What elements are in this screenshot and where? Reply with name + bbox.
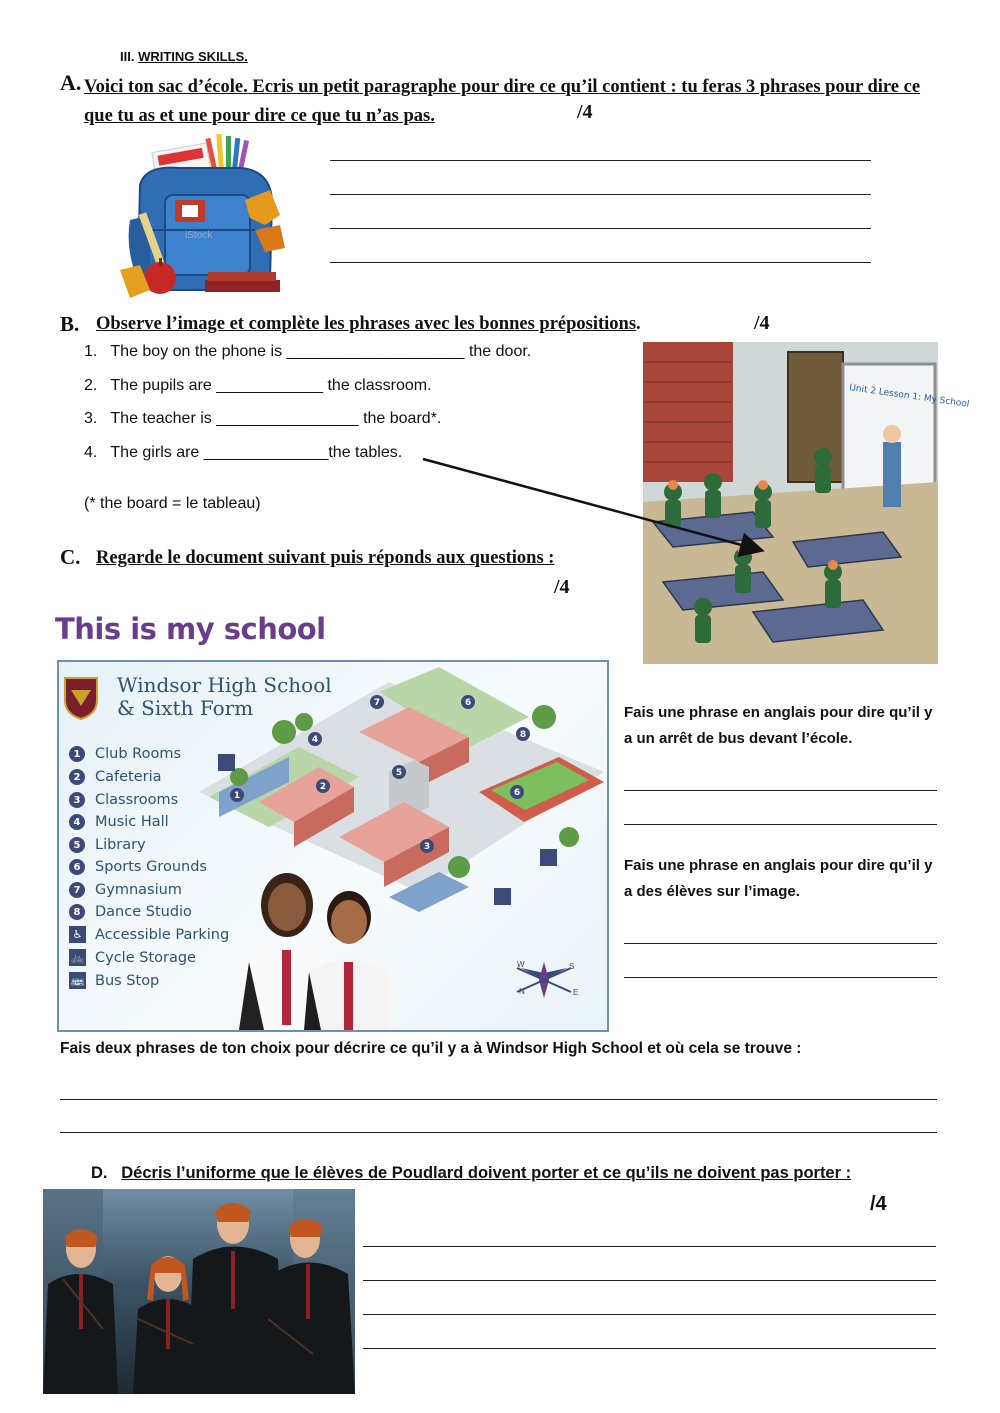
answer-blank[interactable]: ________________: [216, 410, 359, 427]
marker-3-icon: 3: [69, 792, 85, 808]
section-a-letter: A.: [60, 70, 82, 95]
marker-4-icon: 4: [69, 814, 85, 830]
svg-text:2: 2: [319, 782, 327, 792]
svg-text:3: 3: [423, 842, 431, 852]
school-name-line-2: & Sixth Form: [117, 696, 254, 720]
legend-label: Library: [95, 837, 146, 853]
section-c-score: /4: [554, 576, 570, 598]
answer-blank[interactable]: ____________: [216, 377, 324, 394]
question-number: 2.: [84, 377, 98, 394]
question-text: The pupils are: [110, 377, 212, 394]
legend-item-bus-stop: [69, 972, 159, 989]
answer-line-d4[interactable]: [363, 1348, 936, 1349]
question-c3: Fais deux phrases de ton choix pour décrire ce qu’il y a à Windsor High School et où cela se trouve :: [60, 1040, 802, 1057]
legend-label: Cycle Storage: [95, 949, 196, 966]
legend-item-music-hall: [69, 814, 169, 830]
school-map: [57, 660, 609, 1032]
marker-5-icon: 5: [69, 837, 85, 853]
question-text: The boy on the phone is: [110, 343, 283, 360]
question-text: the board*.: [363, 410, 442, 427]
section-b-score: /4: [754, 312, 770, 334]
school-crest-icon: [63, 676, 99, 720]
legend-label: Sports Grounds: [95, 859, 207, 875]
compass-s: S: [569, 962, 575, 971]
answer-blank[interactable]: ______________: [203, 444, 329, 461]
legend-item-classrooms: [69, 792, 178, 808]
section-a-score: /4: [577, 101, 593, 123]
section-b-letter: B.: [60, 312, 80, 336]
hogwarts-students-image: [43, 1189, 355, 1394]
marker-7-icon: 7: [69, 882, 85, 898]
section-iii-title: WRITING SKILLS.: [138, 49, 248, 64]
hogwarts-students-illustration: [43, 1189, 355, 1394]
legend-label: Classrooms: [95, 792, 179, 808]
section-d-score: /4: [870, 1193, 887, 1215]
question-text: The teacher is: [110, 410, 212, 427]
answer-line-c2a[interactable]: [624, 943, 937, 944]
svg-text:6: 6: [464, 698, 472, 708]
board-text: Unit 2 Lesson 1: My School: [848, 383, 970, 410]
school-name: [117, 674, 332, 720]
section-c-letter: C.: [60, 545, 81, 569]
pointer-arrow: [0, 0, 1000, 600]
svg-text:4: 4: [311, 735, 319, 745]
legend-item-sports-grounds: [69, 859, 207, 875]
question-number: 3.: [84, 410, 98, 427]
board-note: (* the board = le tableau): [84, 495, 261, 512]
wheelchair-icon: ♿: [69, 926, 86, 943]
legend-label: Cafeteria: [95, 769, 162, 785]
compass-rose: [517, 962, 571, 998]
question-number: 1.: [84, 343, 98, 360]
document-title: This is my school: [55, 612, 326, 646]
compass-e: E: [573, 988, 579, 997]
legend-item-cycle-storage: [69, 949, 196, 966]
answer-line-d1[interactable]: [363, 1246, 936, 1247]
marker-1-icon: 1: [69, 746, 85, 762]
marker-6-icon: 6: [69, 859, 85, 875]
compass-n: N: [519, 987, 525, 996]
legend-item-accessible-parking: [69, 926, 229, 943]
legend-label: Club Rooms: [95, 746, 182, 762]
marker-8-icon: 8: [69, 904, 85, 920]
svg-text:5: 5: [395, 768, 403, 778]
section-b-instruction: Observe l’image et complète les phrases avec les bonnes prépositions: [96, 314, 637, 334]
question-text: the tables.: [328, 444, 403, 461]
marker-2-icon: 2: [69, 769, 85, 785]
question-text: the door.: [468, 343, 532, 360]
section-d-instruction: Décris l’uniforme que le élèves de Poudlard doivent porter et ce qu’ils ne doivent pas porter :: [121, 1164, 852, 1182]
legend-item-gymnasium: [69, 882, 182, 898]
legend-item-library: [69, 837, 146, 853]
answer-line-c3b[interactable]: [60, 1132, 937, 1133]
legend-label: Gymnasium: [95, 882, 182, 898]
section-c-instruction: Regarde le document suivant puis réponds aux questions :: [96, 548, 555, 568]
question-number: 4.: [84, 444, 98, 461]
answer-line-c2b[interactable]: [624, 977, 937, 978]
bus-icon: 🚌: [70, 974, 85, 987]
bicycle-icon: 🚲: [70, 951, 85, 964]
section-d-header: [91, 1164, 851, 1183]
question-text: The girls are: [110, 444, 200, 461]
question-text: the classroom.: [327, 377, 432, 394]
answer-line-c1b[interactable]: [624, 824, 937, 825]
legend-label: Accessible Parking: [95, 926, 230, 943]
answer-blank[interactable]: ____________________: [286, 343, 465, 360]
legend-item-dance-studio: [69, 904, 192, 920]
section-iii-number: III.: [120, 49, 135, 64]
svg-text:8: 8: [519, 730, 527, 740]
question-c1: Fais une phrase en anglais pour dire qu’il y a un arrêt de bus devant l’école.: [624, 704, 933, 747]
section-a-instruction: Voici ton sac d’école. Ecris un petit paragraphe pour dire ce qu’il contient : tu feras 3 phrases pour dire ce que tu as et une pour dire ce que tu n’as pas.: [84, 77, 921, 126]
students-photo: [239, 873, 389, 1030]
svg-text:6: 6: [513, 788, 521, 798]
svg-text:1: 1: [233, 791, 241, 801]
answer-line-c1a[interactable]: [624, 790, 937, 791]
svg-text:7: 7: [373, 698, 381, 708]
legend-label: Music Hall: [95, 814, 169, 830]
legend-label: Bus Stop: [95, 972, 160, 989]
answer-line-d2[interactable]: [363, 1280, 936, 1281]
legend-label: Dance Studio: [95, 904, 192, 920]
image-watermark: iStock: [185, 230, 213, 241]
section-b-instruction-end: .: [636, 314, 641, 334]
section-d-letter: D.: [91, 1164, 108, 1182]
school-name-line-1: Windsor High School: [117, 673, 332, 697]
question-c2: Fais une phrase en anglais pour dire qu’il y a des élèves sur l’image.: [624, 857, 933, 900]
compass-w: W: [517, 960, 525, 969]
legend-item-club-rooms: [69, 746, 181, 762]
legend-item-cafeteria: [69, 769, 162, 785]
answer-line-d3[interactable]: [363, 1314, 936, 1315]
answer-line-c3a[interactable]: [60, 1099, 937, 1100]
